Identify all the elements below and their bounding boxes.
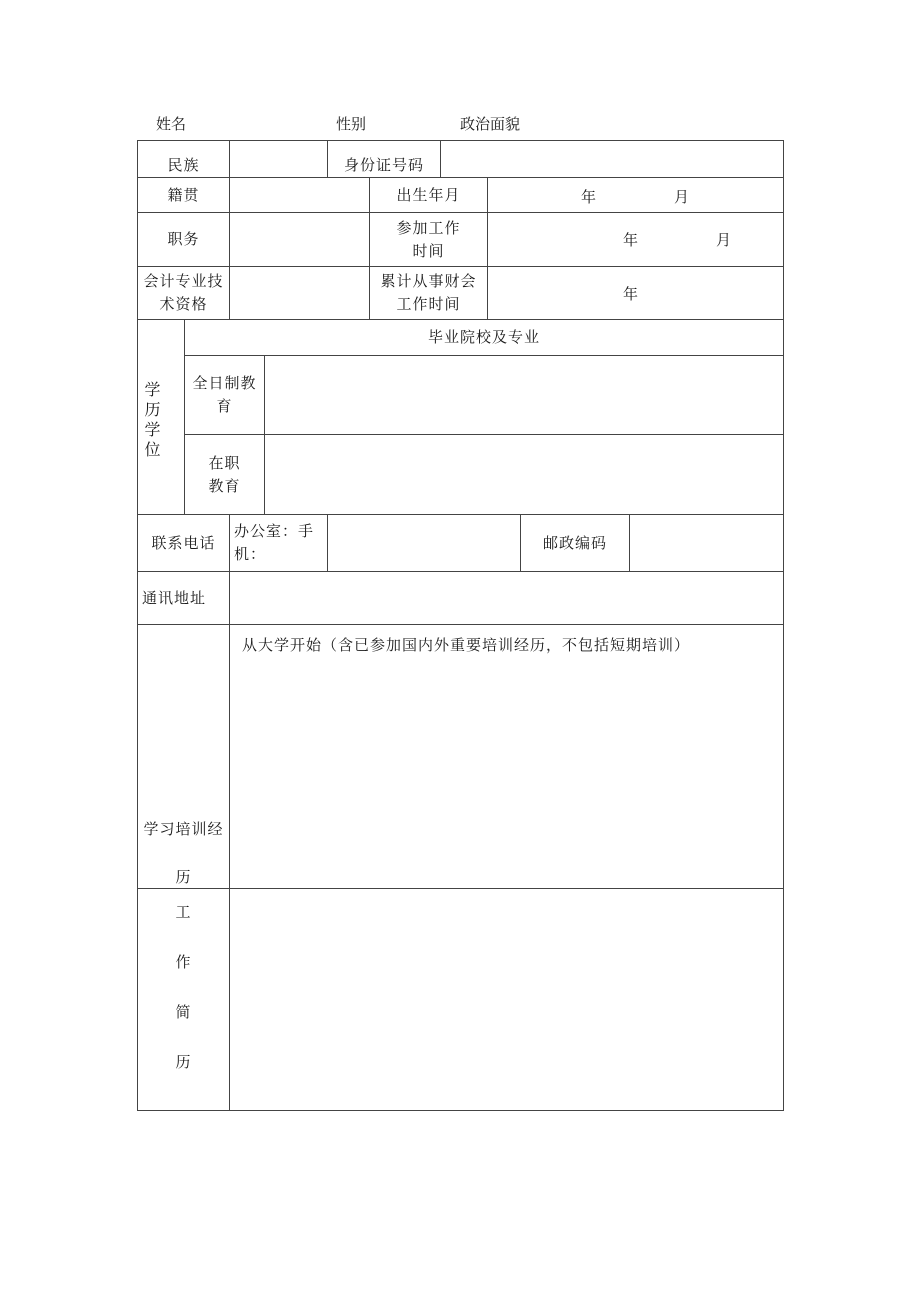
ethnicity-field[interactable] <box>230 141 327 177</box>
birth-year-unit: 年 <box>581 188 597 206</box>
study-training-label: 学习培训经历 <box>143 820 224 886</box>
school-major-label: 毕业院校及专业 <box>427 328 540 346</box>
work-start-label: 参加工作时间 <box>396 218 461 260</box>
phone-field[interactable] <box>328 515 520 571</box>
postcode-field[interactable] <box>630 515 783 571</box>
fulltime-field[interactable] <box>265 356 783 434</box>
work-resume-label: 工 作 简 历 <box>175 903 192 1071</box>
ethnicity-label: 民族 <box>167 156 200 174</box>
work-start-month-unit: 月 <box>716 231 732 249</box>
accounting-years-unit: 年 <box>623 285 639 303</box>
id-number-label: 身份证号码 <box>343 156 424 174</box>
inservice-field[interactable] <box>265 435 783 514</box>
accounting-qual-field[interactable] <box>230 267 369 319</box>
inservice-label: 在职教育 <box>208 453 241 495</box>
phone-label: 联系电话 <box>151 533 216 552</box>
address-field[interactable] <box>230 572 783 624</box>
position-label: 职务 <box>167 230 200 248</box>
id-number-field[interactable] <box>441 141 783 177</box>
office-mobile-label: 办公室：手机： <box>234 522 315 563</box>
birth-month-unit: 月 <box>674 188 690 206</box>
study-training-hint: 从大学开始（含已参加国内外重要培训经历，不包括短期培训） <box>242 636 691 654</box>
accounting-qual-label: 会计专业技术资格 <box>143 272 224 313</box>
native-place-label: 籍贯 <box>167 185 200 204</box>
birth-label: 出生年月 <box>396 185 461 204</box>
work-resume-field[interactable] <box>230 889 783 1110</box>
politics-label: 政治面貌 <box>460 115 521 133</box>
work-start-year-unit: 年 <box>623 231 639 249</box>
fulltime-label: 全日制教育 <box>192 374 257 415</box>
address-label: 通讯地址 <box>141 588 206 607</box>
education-label: 学 历 学 位 <box>144 380 162 459</box>
name-label: 姓名 <box>156 115 187 133</box>
position-field[interactable] <box>230 213 369 266</box>
postcode-label: 邮政编码 <box>542 533 607 552</box>
native-place-field[interactable] <box>230 178 369 212</box>
study-training-field[interactable] <box>230 665 783 888</box>
accounting-years-label: 累计从事财会工作时间 <box>380 272 477 313</box>
gender-label: 性别 <box>336 115 367 133</box>
